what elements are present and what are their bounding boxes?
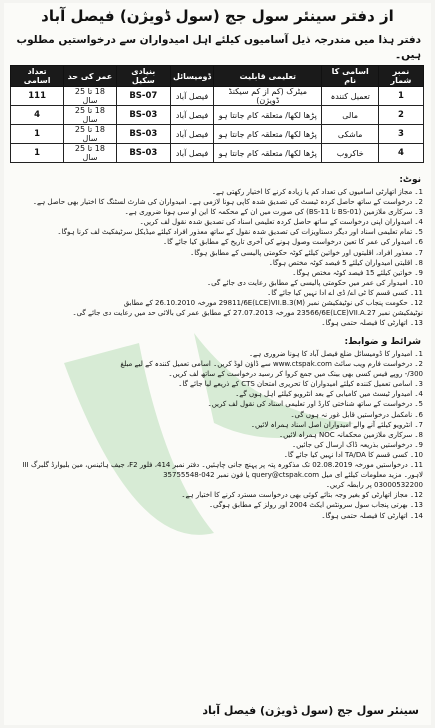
note-item: 5۔ تمام تعلیمی اسناد اور دیگر دستاویزات کی تصدیق شدہ نقول کے ساتھ معذور افراد کیلئے میڈیکل سرٹیفکیٹ لف کرنا ہوگا۔ (57, 228, 423, 237)
table-row (11, 144, 424, 163)
cell-scale: BS-03 (116, 125, 170, 144)
signature-block: سینئر سول جج (سول ڈویژن) فیصل آباد (202, 704, 419, 717)
cell-vacancies: 4 (11, 106, 64, 125)
cell-age-limit: 18 تا 25 سال (64, 106, 116, 125)
note-item: 1۔ مجاز اتھارٹی اسامیوں کی تعداد کم یا زیادہ کرنے کا اختیار رکھتی ہے۔ (211, 188, 423, 196)
cell-age-limit: 18 تا 25 سال (64, 125, 116, 144)
intro-text: دفتر ہذا میں مندرجہ ذیل آسامیوں کیلئے اہل امیدواران سے درخواستیں مطلوب ہیں۔ (16, 34, 421, 61)
cell-qualification: پڑھا لکھا/ متعلقہ کام جانتا ہو (214, 106, 322, 125)
condition-item: 03000532200 پر رابطہ کریں۔ (325, 481, 423, 490)
note-item: 2۔ درخواست کے ساتھ حاصل کردہ ٹیسٹ کی تصدیق شدہ کاپی ہونا لازمی ہے۔ امیدواران کی شارٹ لسٹنگ کا اختیار بھی حاصل ہے۔ (32, 198, 423, 207)
note-item: 13۔ اتھارٹی کا فیصلہ حتمی ہوگا۔ (321, 319, 423, 328)
notes-heading: نوٹ: (399, 175, 421, 185)
cell-domicile: فیصل آباد (171, 125, 214, 144)
table-row (11, 125, 424, 144)
table-row (11, 87, 424, 106)
note-item: 6۔ امیدوار کی عمر کا تعین درخواست وصول ہونے کی آخری تاریخ کے مطابق کیا جائے گا۔ (163, 238, 423, 247)
condition-item: 5۔ درخواست کے ساتھ شناختی کارڈ اور تعلیمی اسناد کی نقول لف کریں۔ (207, 400, 423, 409)
cell-domicile: فیصل آباد (171, 144, 214, 163)
note-item: 10۔ امیدوار کی عمر میں حکومتی پالیسی کے مطابق رعایت دی جائے گی۔ (207, 278, 423, 287)
header-post-name: اسامی کا نام (322, 66, 379, 87)
note-item: 11۔ کسی قسم کا ٹی اے/ ڈی اے ادا نہیں کیا جائے گا۔ (267, 288, 423, 297)
header-qualification: تعلیمی قابلیت (214, 66, 322, 87)
advertisement-page (4, 3, 431, 725)
note-item: 12۔ حکومت پنجاب کی نوٹیفکیشن نمبر (29811/6E(LCE)VII.B.3(M مورخہ 26.10.2010 کے مطابق (123, 299, 423, 308)
cell-qualification: پڑھا لکھا/ متعلقہ کام جانتا ہو (214, 144, 322, 163)
condition-item: 3۔ اسامی تعمیل کنندہ کیلئے امیدواران کا تحریری امتحان CTS کے ذریعے لیا جائے گا۔ (178, 380, 423, 389)
condition-item: 13۔ بھرتی پنجاب سول سرونٹس ایکٹ 2004 اور رولز کے مطابق ہوگی۔ (208, 501, 423, 510)
condition-item: 300/- روپے فیس کسی بھی بینک میں جمع کروا کر رسید درخواست کے ساتھ لف کریں۔ (168, 370, 423, 379)
conditions-heading: شرائط و ضوابط: (344, 337, 421, 347)
note-item: 3۔ سرکاری ملازمین (BS-01 تا BS-11) کی صورت میں ان کے محکمہ کا این او سی ہونا ضروری ہے۔ (124, 208, 423, 217)
note-item: 4۔ امیدواران اپنی درخواست کے ساتھ حاصل کردہ تعلیمی اسناد کی تصدیق شدہ نقول لف کریں۔ (139, 218, 423, 227)
condition-item: 14۔ اتھارٹی کا فیصلہ حتمی ہوگا۔ (321, 511, 423, 520)
cell-age-limit: 18 تا 25 سال (64, 87, 116, 106)
header-vacancies: تعداد اسامی (11, 66, 64, 87)
cell-post-name: ماشکی (322, 125, 379, 144)
cell-post-name: تعمیل کنندہ (322, 87, 379, 106)
cell-qualification: میٹرک (کم از کم سیکنڈ ڈویژن) (214, 87, 322, 106)
table-header-row (11, 66, 424, 87)
condition-item: 1۔ امیدوار کا ڈومیسائل ضلع فیصل آباد کا ہونا ضروری ہے۔ (248, 350, 423, 358)
note-item: 8۔ اقلیتی امیدواران کیلئے 5 فیصد کوٹہ مختص ہوگا۔ (268, 258, 423, 267)
condition-item: 2۔ درخواست فارم ویب سائٹ www.ctspak.com سے ڈاؤن لوڈ کریں۔ اسامی تعمیل کنندہ کے لیے مبلغ (120, 360, 423, 369)
cell-scale: BS-07 (116, 87, 170, 106)
condition-item: 9۔ درخواستیں بذریعہ ڈاک ارسال کی جائیں۔ (291, 440, 423, 449)
cell-domicile: فیصل آباد (171, 106, 214, 125)
cell-vacancies: 111 (11, 87, 64, 106)
cell-serial: 2 (378, 106, 423, 125)
condition-item: لاہور۔ مزید معلومات کیلئے ای میل query@ctspak.com یا فون نمبر 042-35755548 (163, 471, 423, 480)
header-scale: بنیادی سکیل (116, 66, 170, 87)
posts-table (10, 65, 424, 163)
header-domicile: ڈومیسائل (171, 66, 214, 87)
condition-item: 4۔ امیدوار ٹیسٹ میں کامیابی کے بعد انٹرویو کیلئے اہل ہوں گے۔ (235, 390, 423, 399)
conditions-list (10, 349, 423, 521)
header-serial: نمبر شمار (378, 66, 423, 87)
condition-item: 8۔ سرکاری ملازمین محکمانہ NOC ہمراہ لائیں۔ (278, 430, 423, 439)
note-item: 9۔ خواتین کیلئے 15 فیصد کوٹہ مختص ہوگا۔ (292, 268, 423, 277)
note-item: 7۔ معذور افراد، اقلیتوں اور خواتین کیلئے کوٹہ حکومتی پالیسی کے مطابق ہوگا۔ (190, 248, 423, 257)
condition-item: 6۔ نامکمل درخواستیں قابل غور نہ ہوں گی۔ (290, 410, 423, 419)
cell-qualification: پڑھا لکھا/ متعلقہ کام جانتا ہو (214, 125, 322, 144)
notes-list (10, 187, 423, 328)
cell-age-limit: 18 تا 25 سال (64, 144, 116, 163)
cell-serial: 4 (378, 144, 423, 163)
header-age-limit: عمر کی حد (64, 66, 116, 87)
cell-serial: 3 (378, 125, 423, 144)
condition-item: 12۔ مجاز اتھارٹی کو بغیر وجہ بتائے کوئی بھی درخواست مسترد کرنے کا اختیار ہے۔ (181, 491, 423, 500)
cell-scale: BS-03 (116, 106, 170, 125)
condition-item: 7۔ انٹرویو کیلئے آنے والے امیدواران اصل اسناد ہمراہ لائیں۔ (250, 420, 423, 429)
cell-scale: BS-03 (116, 144, 170, 163)
cell-vacancies: 1 (11, 125, 64, 144)
note-item: نوٹیفکیشن نمبر 23566/6E(LCE)VII.A.27 مورخہ 27.07.2013 کے مطابق عمر کی بالائی حد میں رعایت دی جائے گی۔ (72, 309, 423, 318)
cell-vacancies: 1 (11, 144, 64, 163)
cell-post-name: مالی (322, 106, 379, 125)
cell-domicile: فیصل آباد (171, 87, 214, 106)
cell-serial: 1 (378, 87, 423, 106)
condition-item: 10۔ کسی قسم کا TA/DA ادا نہیں کیا جائے گا۔ (283, 450, 423, 459)
condition-item: 11۔ درخواستیں مورخہ 02.08.2019 تک مذکورہ پتہ پر پہنچ جانی چاہئیں۔ دفتر نمبر 414، فلور F2، جیف ہائینس، مین بلیوارڈ گلبرگ III (22, 461, 423, 470)
table-row (11, 106, 424, 125)
page-title: از دفتر سینئر سول جج (سول ڈویژن) فیصل آباد (41, 7, 394, 25)
cell-post-name: خاکروب (322, 144, 379, 163)
